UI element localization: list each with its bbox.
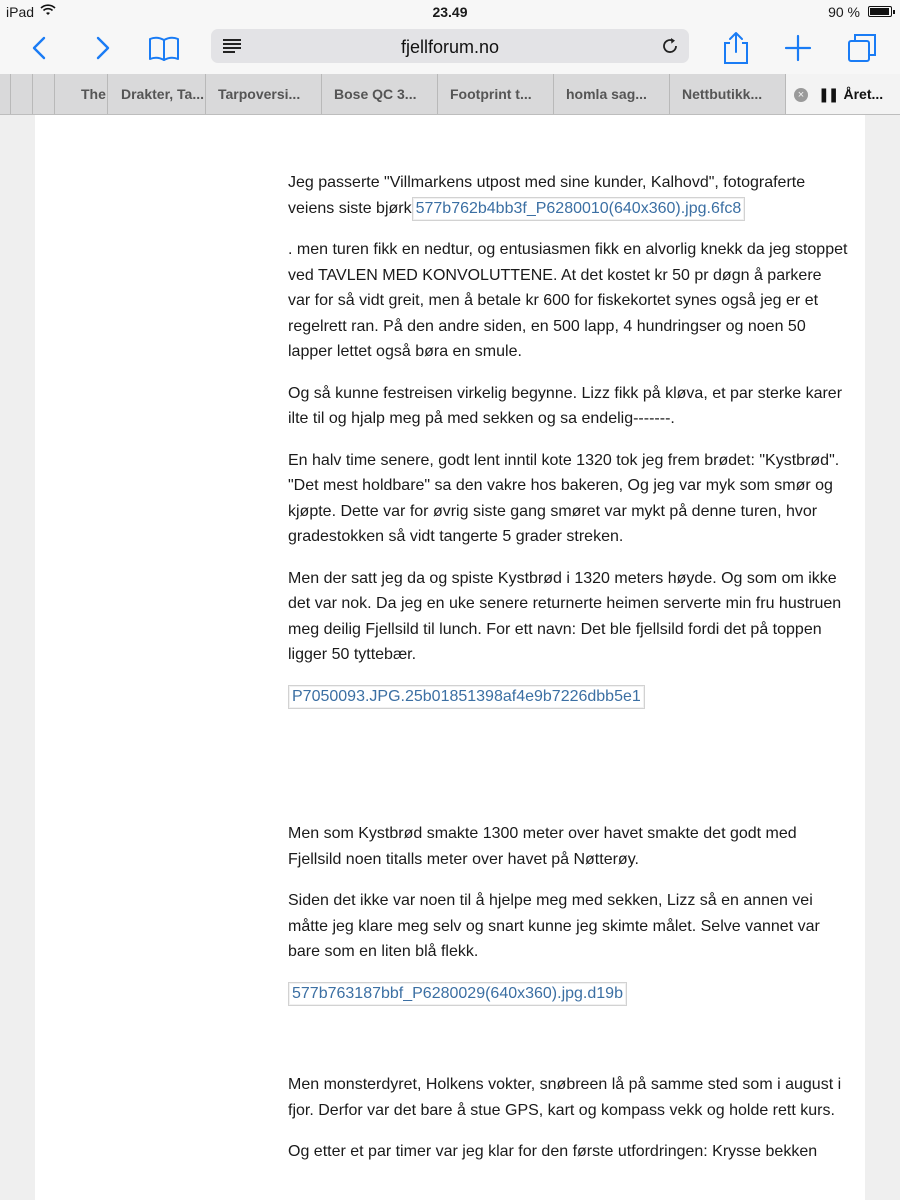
- post-paragraph: Og etter et par timer var jeg klar for den første utfordringen: Krysse bekken: [288, 1143, 818, 1160]
- post-paragraph: Men monsterdyret, Holkens vokter, snøbreen lå på samme sted som i august i fjor. Derfor var det bare å stue GPS, kart og kompass vekk og holde rett kurs.: [288, 1076, 842, 1119]
- chevron-left-icon: [22, 30, 58, 66]
- tab-3[interactable]: Tarpoversi...: [205, 74, 321, 114]
- post-paragraph: . men turen fikk en nedtur, og entusiasmen fikk en alvorlig knekk da jeg stoppet ved TAVLEN MED KONVOLUTTENE. At det kostet kr 50 pr døgn å parkere var for så vidt greit, men å betale kr 600 for fiskekortet synes også jeg er et regelrett ran. På den andre siden, en 500 lapp, 4 hundringser og noen 50 lapper lettet også børa en smule.: [288, 241, 848, 360]
- chevron-right-icon: [84, 30, 120, 66]
- tabs-overview-button[interactable]: [844, 30, 880, 66]
- reload-icon[interactable]: [661, 37, 679, 55]
- forward-button[interactable]: [84, 30, 120, 66]
- tab-6[interactable]: homla sag...: [553, 74, 669, 114]
- audio-playing-icon[interactable]: ❚❚: [818, 86, 838, 102]
- tab-strip: [0, 74, 900, 115]
- post-paragraph: Men som Kystbrød smakte 1300 meter over havet smakte det godt med Fjellsild noen titalls meter over havet på Nøtterøy.: [288, 825, 797, 868]
- forum-post-body: [288, 170, 848, 1181]
- bookmarks-button[interactable]: [146, 30, 182, 66]
- tab-7[interactable]: Nettbutikk...: [669, 74, 785, 114]
- image-attachment-link[interactable]: 577b763187bbf_P6280029(640x360).jpg.d19b: [288, 982, 627, 1006]
- share-icon: [718, 30, 754, 66]
- post-text: Jeg passerte "Villmarkens utpost med sine kunder, Kalhovd", fotograferte veiens siste bjørk: [288, 174, 806, 217]
- close-tab-icon[interactable]: ×: [794, 88, 808, 102]
- address-bar[interactable]: [211, 29, 689, 63]
- battery-percent: 90 %: [828, 4, 860, 20]
- browser-toolbar: [0, 24, 900, 74]
- page-content: [35, 115, 865, 1200]
- image-attachment-link[interactable]: 577b762b4bb3f_P6280010(640x360).jpg.6fc8: [412, 197, 746, 221]
- image-attachment-link[interactable]: P7050093.JPG.25b01851398af4e9b7226dbb5e1: [288, 685, 645, 709]
- post-paragraph: En halv time senere, godt lent inntil kote 1320 tok jeg frem brødet: "Kystbrød". "Det mest holdbare" sa den vakre hos bakeren, Og jeg var myk som smør og kjøpte. Dette var for øvrig siste gang smøret var mykt på denne turen, hvor gradestokken så vidt tangerte 5 grader streken.: [288, 451, 840, 545]
- clock: 23.49: [432, 4, 468, 20]
- share-button[interactable]: [718, 30, 754, 66]
- url-text[interactable]: fjellforum.no: [400, 37, 500, 57]
- tab-active[interactable]: [785, 74, 900, 114]
- tab-stub[interactable]: [10, 74, 32, 114]
- tab-2[interactable]: Drakter, Ta...: [107, 74, 205, 114]
- device-label: iPad: [6, 4, 35, 20]
- post-paragraph: Siden det ikke var noen til å hjelpe meg med sekken, Lizz så en annen vei måtte jeg klare meg selv og snart kunne jeg skimte målet. Selve vannet var bare som en liten blå flekk.: [288, 892, 820, 960]
- tab-5[interactable]: Footprint t...: [437, 74, 553, 114]
- post-paragraph: Og så kunne festreisen virkelig begynne. Lizz fikk på kløva, et par sterke karer ilte til og hjalp meg på med sekken og sa endelig-------.: [288, 384, 843, 427]
- new-tab-button[interactable]: [780, 30, 816, 66]
- post-paragraph: [288, 170, 848, 221]
- status-bar: [0, 0, 900, 24]
- tab-stub[interactable]: [32, 74, 54, 114]
- back-button[interactable]: [22, 30, 58, 66]
- plus-icon: [780, 30, 816, 66]
- tab-4[interactable]: Bose QC 3...: [321, 74, 437, 114]
- tabs-icon: [844, 30, 880, 66]
- battery-icon: [868, 6, 892, 17]
- tab-active-label: Året...: [843, 86, 884, 102]
- post-paragraph: Men der satt jeg da og spiste Kystbrød i 1320 meters høyde. Og som om ikke det var nok. Da jeg en uke senere returnerte heimen serverte min fru hustruen meg deilig Fjellsild til lunch. For ett navn: Det ble fjellsild fordi det på toppen ligger 50 tyttebær.: [288, 569, 842, 663]
- book-icon: [146, 30, 182, 66]
- tab-1[interactable]: The: [54, 74, 107, 114]
